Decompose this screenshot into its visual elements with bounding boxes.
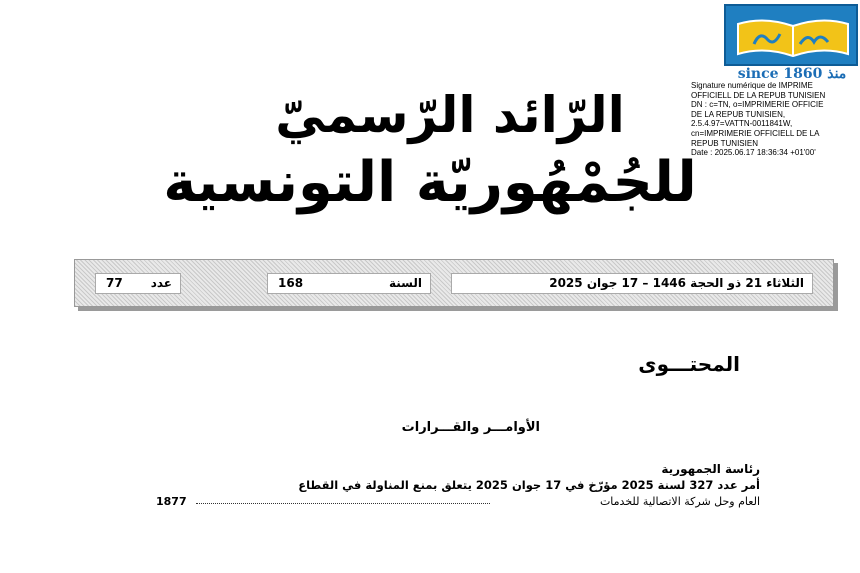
logo-emblem — [724, 4, 858, 66]
section-title: الأوامـــر والقـــرارات — [401, 420, 540, 435]
signature-line: Date : 2025.06.17 18:36:34 +01'00' — [691, 148, 816, 158]
contents-entry-line2[interactable] — [150, 495, 760, 511]
digital-signature — [691, 81, 859, 158]
contents-entry-line1[interactable]: أمر عدد 327 لسنة 2025 مؤرّخ في 17 جوان 2025 يتعلق بمنع المناولة في القطاع — [298, 478, 760, 492]
signature-line: cn=IMPRIMERIE OFFICIELL DE LA — [691, 128, 820, 138]
contents-entry-text: العام وحل شركة الاتصالية للخدمات — [599, 495, 760, 508]
issue-info-band — [74, 259, 834, 307]
contents-title: المحتـــوى — [638, 352, 740, 376]
issue-number-box — [95, 273, 181, 294]
signature-line: 2.5.4.97=VATTN-0011841W, — [691, 119, 793, 129]
open-book-icon — [734, 14, 852, 60]
signature-line: DE LA REPUB TUNISIEN, — [691, 109, 786, 119]
issue-number-value: 77 — [106, 276, 123, 290]
masthead-title-line2: للجُمْهُوريّة التونسية — [163, 150, 697, 215]
leader-dots — [196, 503, 490, 504]
issue-year-value: 168 — [278, 276, 304, 290]
signature-line: OFFICIELL DE LA REPUB TUNISIEN — [691, 90, 826, 100]
issue-year-box — [267, 273, 431, 294]
ministry-heading: رئاسة الجمهورية — [661, 462, 760, 476]
signature-line: DN : c=TN, o=IMPRIMERIE OFFICIE — [691, 100, 824, 110]
issue-number-label: عدد — [150, 276, 172, 290]
contents-entry-page: 1877 — [156, 495, 187, 508]
issue-year-label: السنة — [388, 276, 422, 290]
signature-line: Signature numérique de IMPRIME — [691, 81, 813, 90]
signature-line: REPUB TUNISIEN — [691, 138, 758, 148]
issue-date: الثلاثاء 21 ذو الحجة 1446 – 17 جوان 2025 — [451, 273, 813, 294]
masthead-title-line1: الرّائد الرّسميّ — [275, 86, 625, 144]
logo-since-label: since 1860 منذ — [728, 66, 856, 82]
journal-logo — [724, 4, 858, 82]
